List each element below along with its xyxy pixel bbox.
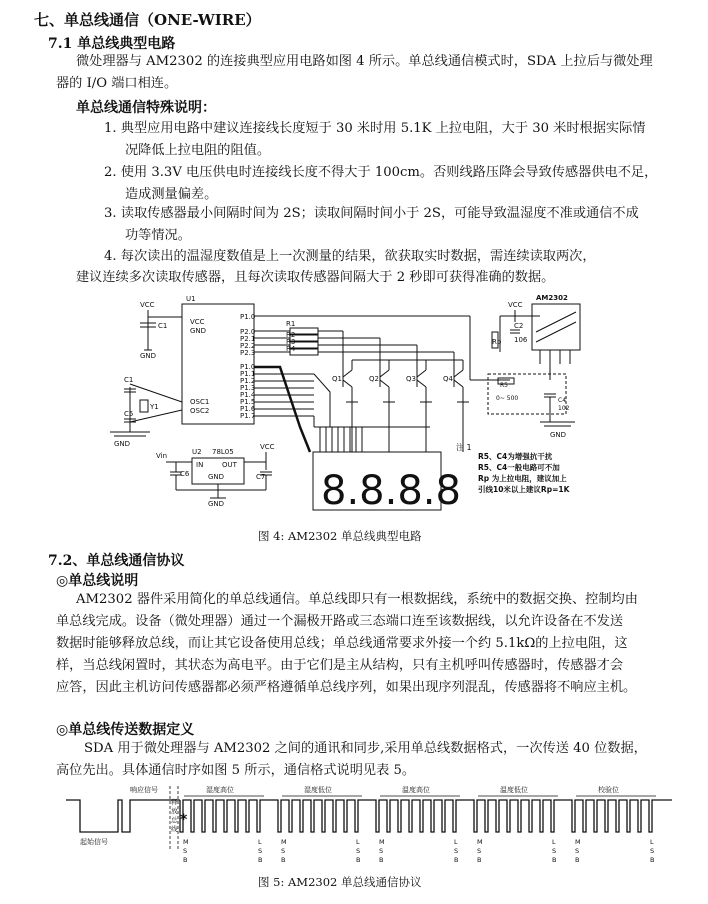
paragraph-line: 高位先出。具体通信时序如图 5 所示，通信格式说明见表 5。: [56, 763, 416, 778]
lsb-marker-char: L: [650, 838, 654, 846]
msb-marker-char: B: [477, 856, 482, 864]
c2-value: 106: [514, 336, 528, 344]
mcu-gnd-label: GND: [190, 327, 207, 335]
lsb-marker-char: S: [454, 847, 459, 855]
group-label: 温度低位: [500, 786, 528, 794]
paragraph-line: 应答，因此主机访问传感器都必须严格遵循单总线序列，如果出现序列混乱，传感器将不响应主机。: [56, 680, 637, 695]
sensor-vcc-label: VCC: [508, 301, 523, 309]
lsb-marker-char: L: [454, 838, 458, 846]
c5-top-label: C1: [124, 376, 134, 384]
note-4-line: 建议连续多次读取传感器，且每次读取传感器间隔大于 2 秒即可获得准确的数据。: [76, 270, 555, 285]
msb-marker-char: S: [477, 847, 482, 855]
note-3-line: 功等情况。: [125, 228, 191, 243]
msb-marker-char: M: [183, 838, 189, 846]
p1-0-label: P1.0: [240, 313, 256, 321]
reg-gnd-bottom-label: GND: [208, 500, 225, 508]
mcu-vcc-label: VCC: [190, 318, 205, 326]
release-bus-char: 总: [171, 816, 178, 824]
svg-text:8.8.8.8: 8.8.8.8: [321, 468, 461, 514]
lsb-marker-char: L: [356, 838, 360, 846]
vin-label: Vin: [156, 452, 168, 460]
out-label: OUT: [222, 461, 237, 469]
reg-gnd-label: GND: [208, 473, 225, 481]
reg-vcc-label: VCC: [260, 443, 275, 451]
notes-title: 单总线通信特殊说明：: [76, 100, 216, 116]
lsb-marker-char: S: [258, 847, 263, 855]
c5-label: C5: [124, 410, 134, 418]
r5-label: R5: [500, 382, 508, 389]
sub-heading-data: ◎单总线传送数据定义: [56, 722, 195, 738]
response-signal-label: 响应信号: [130, 786, 158, 794]
note-4-line: 4. 每次读出的温湿度数值是上一次测量的结果，欲获取实时数据，需连续读取两次，: [104, 249, 596, 264]
paragraph-line: SDA 用于微处理器与 AM2302 之间的通讯和同步,采用单总线数据格式，一次传送 40 位数据，: [84, 741, 647, 756]
subsection-title-7-1: 7.1 单总线典型电路: [48, 36, 176, 52]
lsb-marker-char: S: [356, 847, 361, 855]
r4-label: R4: [286, 345, 296, 353]
group-label: 湿度高位: [206, 786, 234, 794]
paragraph-line: 微处理器与 AM2302 的连接典型应用电路如图 4 所示。单总线通信模式时，SDA 上拉后与微处理: [76, 54, 653, 69]
lsb-marker-char: S: [650, 847, 655, 855]
c4-label: C4: [558, 397, 567, 404]
rp-label: Rp: [492, 338, 502, 346]
paragraph-line: 数据时能够释放总线，而让其它设备使用总线；单总线通常要求外接一个约 5.1kΩ的上拉电阻，这: [56, 636, 628, 651]
release-bus-char: 线: [171, 825, 178, 833]
msb-marker-char: S: [281, 847, 286, 855]
q2-label: Q2: [369, 375, 379, 383]
msb-marker-char: B: [183, 856, 188, 864]
group-label: 校验位: [598, 786, 619, 794]
sensor-gnd-label: GND: [550, 431, 567, 439]
p1-pin-label: P1.1: [240, 370, 256, 378]
msb-marker-char: B: [281, 856, 286, 864]
note-3-line: 3. 读取传感器最小间隔时间为 2S；读取间隔时间小于 2S，可能导致温湿度不准或通信不成: [104, 206, 639, 221]
msb-marker-char: M: [477, 838, 483, 846]
r5-value: 0~ 500: [496, 395, 519, 402]
msb-marker-char: M: [575, 838, 581, 846]
group-label: 湿度低位: [304, 786, 332, 794]
gnd-label: GND: [140, 352, 157, 360]
p2-3-label: P2.3: [240, 349, 256, 357]
subsection-title-7-2: 7.2、单总线通信协议: [48, 553, 185, 569]
release-bus-char: 释: [171, 798, 178, 806]
section-title: 七、单总线通信（ONE-WIRE）: [34, 11, 261, 29]
note-line-1: R5、C4为增强抗干扰: [478, 452, 553, 461]
in-label: IN: [196, 461, 204, 469]
q3-label: Q3: [406, 375, 416, 383]
osc1-label: OSC1: [190, 398, 210, 406]
p1-pin-label: P1.0: [240, 363, 256, 371]
y1-label: Y1: [150, 403, 159, 411]
c1-label: C1: [158, 322, 168, 330]
osc2-label: OSC2: [190, 407, 210, 415]
p1-pin-label: P1.2: [240, 377, 256, 385]
msb-marker-char: B: [379, 856, 384, 864]
lsb-marker-char: B: [454, 856, 459, 864]
p2-1-label: P2.1: [240, 335, 256, 343]
start-signal-label: 起始信号: [80, 838, 108, 846]
figure-5-caption: 图 5: AM2302 单总线通信协议: [258, 875, 422, 889]
sensor-label: AM2302: [536, 294, 568, 302]
group-label: 温度高位: [402, 786, 430, 794]
p2-2-label: P2.2: [240, 342, 256, 350]
msb-marker-char: S: [379, 847, 384, 855]
lsb-marker-char: B: [356, 856, 361, 864]
star-marker: *: [180, 812, 188, 828]
note-2-line: 2. 使用 3.3V 电压供电时连接线长度不得大于 100cm。否则线路压降会导致传感器供电不足，: [104, 165, 658, 180]
paragraph-line: 器的 I/O 端口相连。: [56, 76, 178, 91]
r1-label: R1: [286, 320, 296, 328]
c7-label: C7: [256, 473, 266, 481]
p1-pin-label: P1.3: [240, 384, 256, 392]
timing-diagram: [60, 782, 680, 872]
lsb-marker-char: B: [258, 856, 263, 864]
note-1-line: 况降低上拉电阻的阻值。: [125, 143, 271, 158]
note-2-line: 造成测量偏差。: [125, 187, 218, 202]
lsb-marker-char: B: [650, 856, 655, 864]
u2-part-label: 78L05: [212, 448, 234, 456]
lsb-marker-char: B: [552, 856, 557, 864]
lsb-marker-char: L: [258, 838, 262, 846]
msb-marker-char: M: [281, 838, 287, 846]
msb-marker-char: M: [379, 838, 385, 846]
r3-label: R3: [286, 338, 296, 346]
r2-label: R2: [286, 331, 296, 339]
p1-pin-label: P1.7: [240, 412, 256, 420]
lsb-marker-char: S: [552, 847, 557, 855]
release-bus-char: 放: [171, 807, 178, 815]
paragraph-line: 样，当总线闲置时，其状态为高电平。由于它们是主从结构，只有主机呼叫传感器时，传感器才会: [56, 658, 624, 673]
circuit-diagram: [100, 292, 600, 517]
figure-4-caption: 图 4: AM2302 单总线典型电路: [258, 529, 422, 543]
note-line-2: R5、C4一般电路可不加: [478, 463, 560, 472]
note-line-3: Rp 为上拉电阻，建议加上: [478, 474, 567, 483]
note-line-4: 引线10米以上建议Rp=1K: [478, 485, 570, 494]
p1-pin-label: P1.5: [240, 398, 256, 406]
msb-marker-char: S: [183, 847, 188, 855]
paragraph-line: 单总线完成。设备（微处理器）通过一个漏极开路或三态端口连至该数据线，以允许设备在不发送: [56, 614, 624, 629]
vcc-label: VCC: [140, 301, 155, 309]
crystal-gnd-label: GND: [114, 440, 131, 448]
c2-label: C2: [514, 322, 524, 330]
p1-pin-label: P1.6: [240, 405, 256, 413]
u2-label: U2: [192, 448, 202, 456]
p1-pin-label: P1.4: [240, 391, 256, 399]
sub-heading-bus: ◎单总线说明: [56, 573, 139, 589]
c6-label: C6: [180, 470, 190, 478]
lsb-marker-char: L: [552, 838, 556, 846]
q4-label: Q4: [443, 375, 453, 383]
u1-label: U1: [186, 295, 196, 303]
p2-0-label: P2.0: [240, 328, 256, 336]
note-head: 注 1: [456, 443, 472, 452]
q1-label: Q1: [332, 375, 342, 383]
note-1-line: 1. 典型应用电路中建议连接线长度短于 30 米时用 5.1K 上拉电阻，大于 30 米时根据实际情: [104, 121, 646, 136]
c4-value: 102: [558, 405, 570, 412]
msb-marker-char: B: [575, 856, 580, 864]
paragraph-line: AM2302 器件采用简化的单总线通信。单总线即只有一根数据线，系统中的数据交换、控制均由: [76, 592, 638, 607]
msb-marker-char: S: [575, 847, 580, 855]
